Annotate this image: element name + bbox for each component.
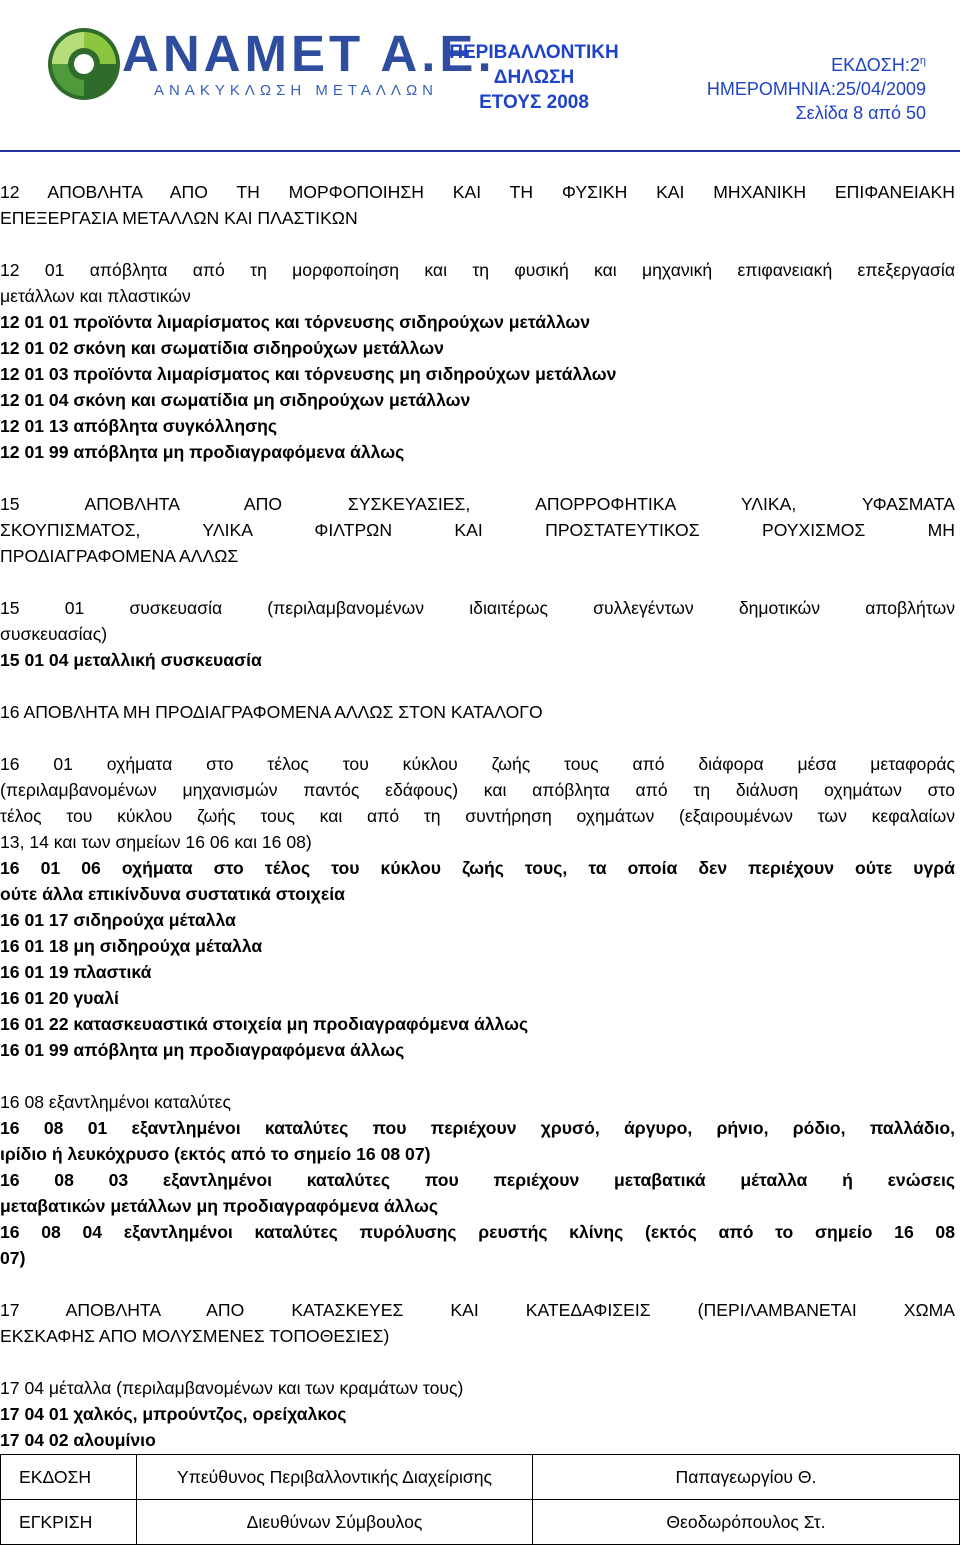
edition-sup: η (919, 55, 926, 67)
subsection: τέλος του κύκλου ζωής τους και από τη συντήρηση οχημάτων (εξαιρουμένων των κεφαλαίων (0, 806, 955, 826)
table-cell: Παπαγεωργίου Θ. (533, 1455, 960, 1500)
company-logo (44, 24, 496, 104)
document-meta (707, 49, 926, 125)
list-item: 16 01 18 μη σιδηρούχα μέταλλα (0, 936, 263, 956)
table-cell: Θεοδωρόπουλος Στ. (533, 1500, 960, 1545)
edition (707, 49, 926, 77)
list-item: 16 01 22 κατασκευαστικά στοιχεία μη προδιαγραφόμενα άλλως (0, 1014, 529, 1034)
table-cell: Διευθύνων Σύμβουλος (137, 1500, 533, 1545)
list-item: 16 08 04 εξαντλημένοι καταλύτες πυρόλυσης ρευστής κλίνης (εκτός από το σημείο 16 08 (0, 1222, 955, 1242)
list-item: 16 08 03 εξαντλημένοι καταλύτες που περιέχουν μεταβατικά μέταλλα ή ενώσεις (0, 1170, 955, 1190)
list-item: 07) (0, 1248, 26, 1268)
subsection: 13, 14 και των σημείων 16 06 και 16 08) (0, 832, 312, 852)
section-heading: ΠΡΟΔΙΑΓΡΑΦΟΜΕΝΑ ΑΛΛΩΣ (0, 546, 239, 566)
title-line: ΕΤΟΥΣ 2008 (479, 92, 589, 113)
list-item: 16 01 99 απόβλητα μη προδιαγραφόμενα άλλως (0, 1040, 405, 1060)
edition-label: ΕΚΔΟΣΗ:2 (831, 55, 920, 75)
list-item: μεταβατικών μετάλλων μη προδιαγραφόμενα άλλως (0, 1196, 439, 1216)
approval-table (0, 1454, 960, 1545)
list-item: 16 01 06 οχήματα στο τέλος του κύκλου ζωής τους, τα οποία δεν περιέχουν ούτε υγρά (0, 858, 955, 878)
table-row (1, 1455, 960, 1500)
subsection: μετάλλων και πλαστικών (0, 286, 191, 306)
list-item: 15 01 04 μεταλλική συσκευασία (0, 650, 262, 670)
page-number: Σελίδα 8 από 50 (795, 103, 926, 123)
subsection: συσκευασίας) (0, 624, 108, 644)
section-heading: 12 ΑΠΟΒΛΗΤΑ ΑΠΟ ΤΗ ΜΟΡΦΟΠΟΙΗΣΗ ΚΑΙ ΤΗ ΦΥΣΙΚΗ ΚΑΙ ΜΗΧΑΝΙΚΗ ΕΠΙΦΑΝΕΙΑΚΗ (0, 182, 955, 202)
section-heading: 15 ΑΠΟΒΛΗΤΑ ΑΠΟ ΣΥΣΚΕΥΑΣΙΕΣ, ΑΠΟΡΡΟΦΗΤΙΚΑ ΥΛΙΚΑ, ΥΦΑΣΜΑΤΑ (0, 494, 955, 514)
list-item: 17 04 02 αλουμίνιο (0, 1430, 156, 1450)
list-item: 12 01 04 σκόνη και σωματίδια μη σιδηρούχων μετάλλων (0, 390, 471, 410)
list-item: ιρίδιο ή λευκόχρυσο (εκτός από το σημείο 16 08 07) (0, 1144, 431, 1164)
title-line: ΔΗΛΩΣΗ (493, 67, 575, 88)
page-header (0, 0, 960, 150)
subsection: 16 01 οχήματα στο τέλος του κύκλου ζωής τους από διάφορα μέσα μεταφοράς (0, 754, 955, 774)
list-item: 17 04 01 χαλκός, μπρούντζος, ορείχαλκος (0, 1404, 347, 1424)
logo-wordmark: ANAMET A.E. (122, 25, 496, 82)
document-body (0, 179, 955, 1453)
subsection: (περιλαμβανομένων μηχανισμών παντός εδάφους) και απόβλητα από τη διάλυση οχημάτων στο (0, 780, 955, 800)
section-heading: ΣΚΟΥΠΙΣΜΑΤΟΣ, ΥΛΙΚΑ ΦΙΛΤΡΩΝ ΚΑΙ ΠΡΟΣΤΑΤΕΥΤΙΚΟΣ ΡΟΥΧΙΣΜΟΣ ΜΗ (0, 520, 955, 540)
subsection: 16 08 εξαντλημένοι καταλύτες (0, 1092, 231, 1112)
list-item: ούτε άλλα επικίνδυνα συστατικά στοιχεία (0, 884, 345, 904)
list-item: 12 01 99 απόβλητα μη προδιαγραφόμενα άλλως (0, 442, 405, 462)
list-item: 16 01 20 γυαλί (0, 988, 119, 1008)
list-item: 16 01 17 σιδηρούχα μέταλλα (0, 910, 236, 930)
header-divider (0, 150, 960, 152)
table-cell: Υπεύθυνος Περιβαλλοντικής Διαχείρισης (137, 1455, 533, 1500)
logo-emblem-icon (44, 24, 124, 104)
title-line: ΠΕΡΙΒΑΛΛΟΝΤΙΚΗ (449, 42, 619, 63)
logo-subtitle: ΑΝΑΚΥΚΛΩΣΗ ΜΕΤΑΛΛΩΝ (154, 82, 439, 99)
section-heading: ΕΠΕΞΕΡΓΑΣΙΑ ΜΕΤΑΛΛΩΝ ΚΑΙ ΠΛΑΣΤΙΚΩΝ (0, 208, 358, 228)
list-item: 16 01 19 πλαστικά (0, 962, 152, 982)
table-cell: ΕΓΚΡΙΣΗ (1, 1500, 137, 1545)
list-item: 12 01 13 απόβλητα συγκόλλησης (0, 416, 278, 436)
table-row (1, 1500, 960, 1545)
list-item: 12 01 03 προϊόντα λιμαρίσματος και τόρνευσης μη σιδηρούχων μετάλλων (0, 364, 617, 384)
document-title (412, 40, 656, 115)
section-heading: ΕΚΣΚΑΦΗΣ ΑΠΟ ΜΟΛΥΣΜΕΝΕΣ ΤΟΠΟΘΕΣΙΕΣ) (0, 1326, 390, 1346)
table-cell: ΕΚΔΟΣΗ (1, 1455, 137, 1500)
subsection: 17 04 μέταλλα (περιλαμβανομένων και των κραμάτων τους) (0, 1378, 464, 1398)
subsection: 15 01 συσκευασία (περιλαμβανομένων ιδιαιτέρως συλλεγέντων δημοτικών αποβλήτων (0, 598, 955, 618)
subsection: 12 01 απόβλητα από τη μορφοποίηση και τη φυσική και μηχανική επιφανειακή επεξεργασία (0, 260, 955, 280)
list-item: 12 01 01 προϊόντα λιμαρίσματος και τόρνευσης σιδηρούχων μετάλλων (0, 312, 591, 332)
list-item: 12 01 02 σκόνη και σωματίδια σιδηρούχων μετάλλων (0, 338, 444, 358)
section-heading: 17 ΑΠΟΒΛΗΤΑ ΑΠΟ ΚΑΤΑΣΚΕΥΕΣ ΚΑΙ ΚΑΤΕΔΑΦΙΣΕΙΣ (ΠΕΡΙΛΑΜΒΑΝΕΤΑΙ ΧΩΜΑ (0, 1300, 955, 1320)
list-item: 16 08 01 εξαντλημένοι καταλύτες που περιέχουν χρυσό, άργυρο, ρήνιο, ρόδιο, παλλάδιο, (0, 1118, 955, 1138)
section-heading: 16 ΑΠΟΒΛΗΤΑ ΜΗ ΠΡΟΔΙΑΓΡΑΦΟΜΕΝΑ ΑΛΛΩΣ ΣΤΟΝ ΚΑΤΑΛΟΓΟ (0, 702, 543, 722)
date: ΗΜΕΡΟΜΗΝΙΑ:25/04/2009 (706, 79, 926, 99)
